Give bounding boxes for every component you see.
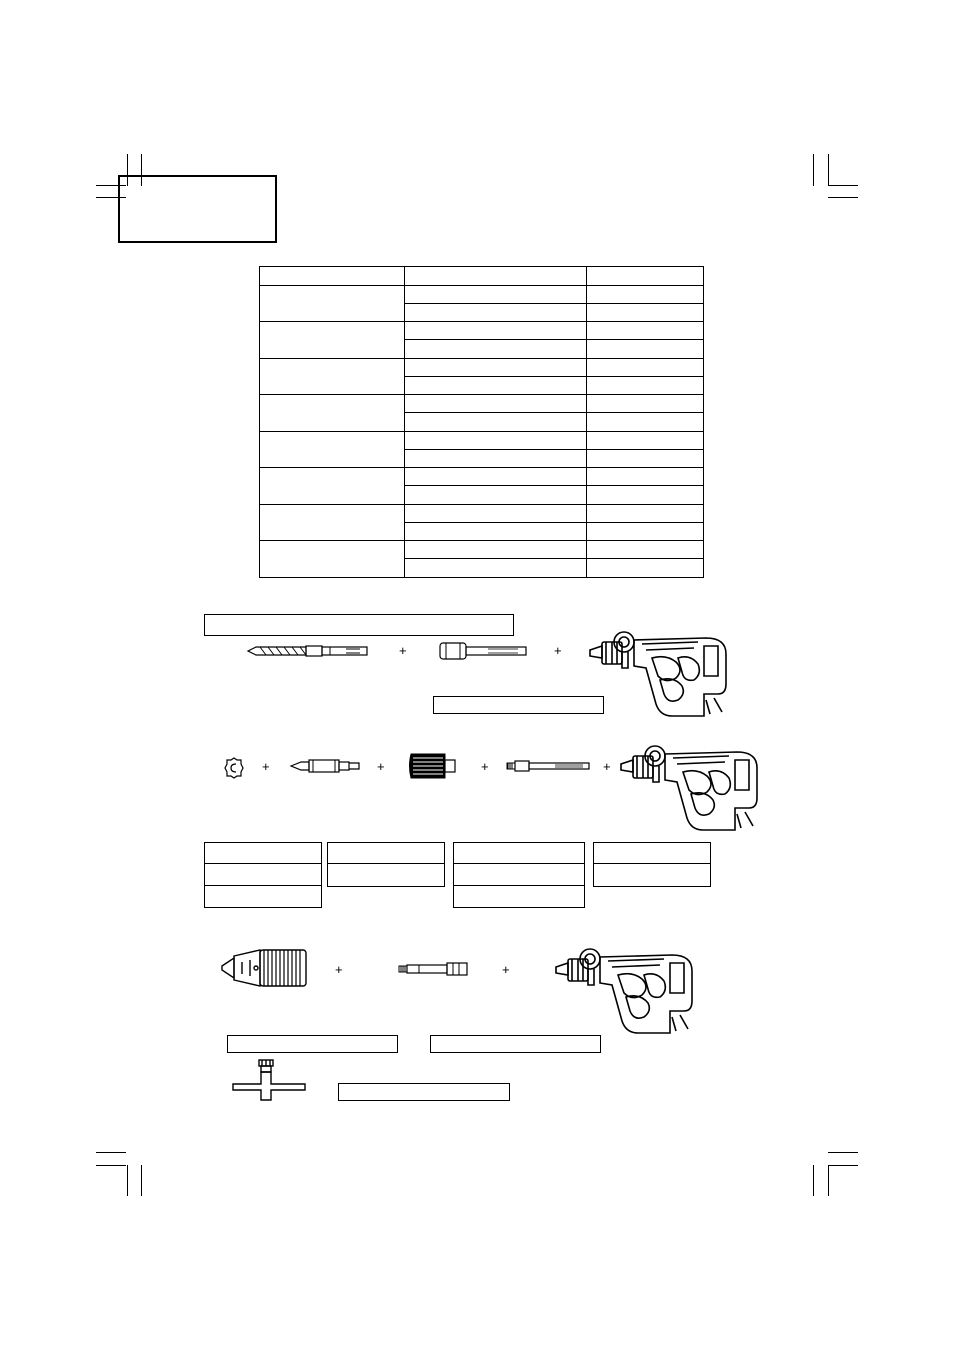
- label-table-4: [593, 842, 711, 887]
- sds-adapter-icon: [438, 640, 530, 662]
- chuck-adapter-icon: [397, 960, 469, 978]
- rotary-hammer-icon: [617, 742, 763, 834]
- center-bit-icon: [289, 758, 361, 774]
- chuck-adapter-label-box: [430, 1035, 601, 1053]
- core-bit-icon: [407, 750, 459, 782]
- plus-sign: +: [502, 962, 510, 977]
- spec-table: [259, 266, 704, 578]
- plus-sign: +: [554, 643, 562, 658]
- adapter-shank-icon: [505, 758, 591, 774]
- plus-sign: +: [603, 759, 611, 774]
- drill-chuck-icon: [220, 944, 310, 992]
- center-pin-icon: [224, 756, 244, 780]
- sds-drill-bit-icon: [246, 642, 371, 660]
- label-table-2: [327, 842, 445, 887]
- label-table-1: [204, 842, 322, 908]
- plus-sign: +: [399, 643, 407, 658]
- plus-sign: +: [335, 962, 343, 977]
- header-box: [118, 175, 277, 243]
- label-table-3: [453, 842, 585, 908]
- section1-label-box: [204, 614, 514, 636]
- section1-adapter-label-box: [433, 696, 604, 714]
- plus-sign: +: [262, 759, 270, 774]
- chuck-key-icon: [229, 1058, 309, 1104]
- plus-sign: +: [377, 759, 385, 774]
- rotary-hammer-icon: [552, 945, 698, 1037]
- chuck-label-box: [227, 1035, 398, 1053]
- plus-sign: +: [481, 759, 489, 774]
- chuck-key-label-box: [338, 1083, 510, 1101]
- rotary-hammer-icon: [586, 628, 732, 720]
